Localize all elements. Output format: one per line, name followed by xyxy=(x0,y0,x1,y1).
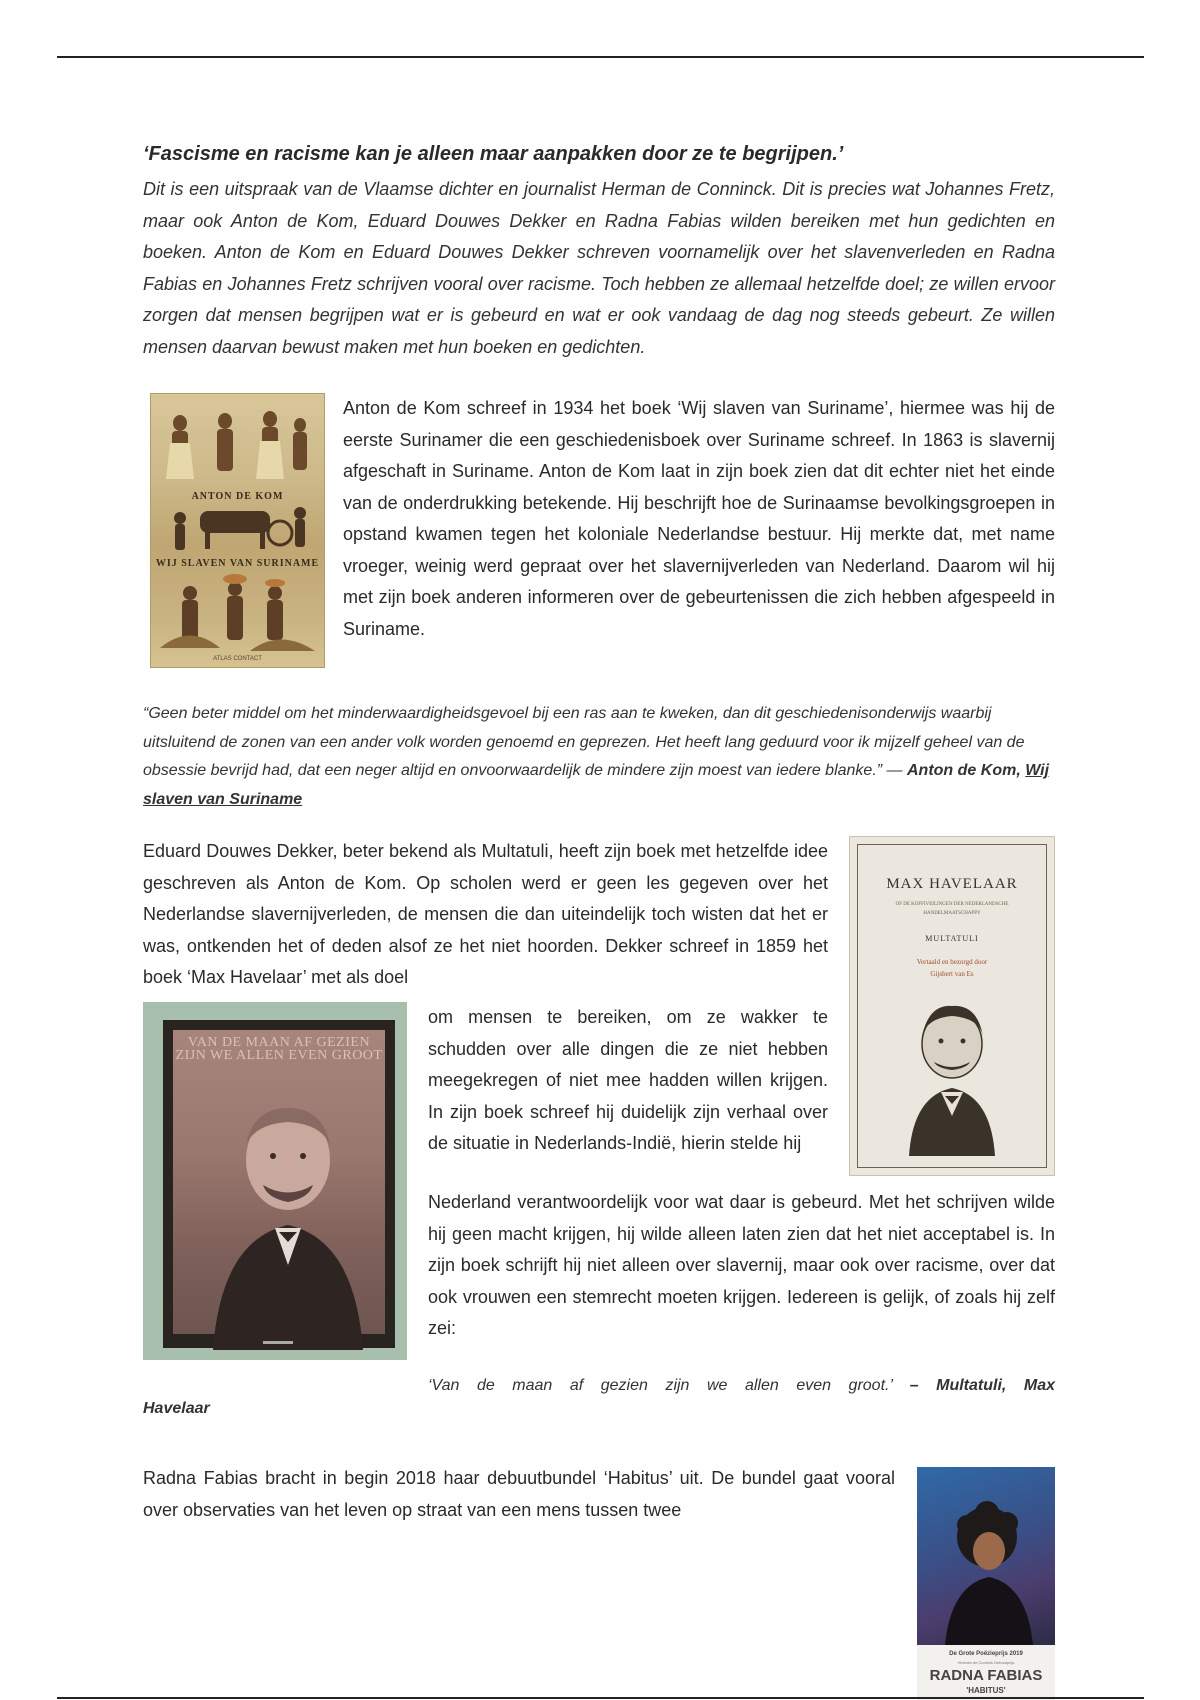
cover-author-name: RADNA FABIAS xyxy=(929,1667,1043,1684)
poster-text: VAN DE MAAN AF GEZIEN ZIJN WE ALLEN EVEN GROOT xyxy=(175,1035,383,1063)
multatuli-quote-attribution: – Multatuli, Max xyxy=(909,1377,1055,1394)
cover-prize: De Grote Poëzieprijs 2019 xyxy=(949,1651,1023,1657)
dekker-paragraph-wrap: om mensen te bereiken, om ze wakker te schudden over alle dingen die ze niet hebben meegekregen of niet mee hadden willen krijgen. In zijn boek schreef hij duidelijk zijn verhaal over de situatie in Nederlands-Indië, hierin stelde hij xyxy=(428,1007,828,1153)
multatuli-quote-attribution-end: Havelaar xyxy=(143,1400,210,1417)
dekker-paragraph-top: Eduard Douwes Dekker, beter bekend als Multatuli, heeft zijn boek met hetzelfde idee geschreven als Anton de Kom. Op scholen werd er geen les gegeven over het Nederlandse slavernijverleden, de mensen die dan uiteindelijk toch wisten dat het er was, ontkenden het of deden alsof ze het niet hoorden. Dekker schreef in 1859 het boek ‘Max Havelaar’ met als doel xyxy=(143,841,828,987)
footer-rule xyxy=(57,1697,1144,1699)
kom-quote-dash: — xyxy=(882,762,907,779)
section-radna-fabias xyxy=(143,1463,1055,1695)
cover-editor-line2: Gijsbert van Es xyxy=(930,970,974,978)
section-multatuli xyxy=(143,836,1055,1417)
intro-paragraph: Dit is een uitspraak van de Vlaamse dichter en journalist Herman de Conninck. Dit is precies wat Johannes Fretz, maar ook Anton de Kom, Eduard Douwes Dekker en Radna Fabias wilden bereiken met hun gedichten en boeken. Anton de Kom en Eduard Douwes Dekker schreven voornamelijk over het slavenverleden en Radna Fabias en Johannes Fretz schrijven vooral over racisme. Toch hebben ze allemaal hetzelfde doel; ze willen ervoor zorgen dat mensen begrijpen wat er is gebeurd en wat er ook vandaag de dag nog steeds gebeurt. Ze willen mensen daarvan bewust maken met hun boeken en gedichten. xyxy=(143,179,1055,357)
multatuli-quote xyxy=(428,1372,1055,1400)
cover-book-title: 'HABITUS' xyxy=(966,1686,1006,1695)
cover-prize-sub: Herman de Coninck Debuutprijs xyxy=(957,1660,1015,1665)
radna-fabias-photo xyxy=(917,1467,1055,1645)
multatuli-portrait-engraving xyxy=(889,996,1015,1156)
headline-quote: ‘Fascisme en racisme kan je alleen maar aanpakken door ze te begrijpen.’ xyxy=(143,143,844,165)
kom-quote xyxy=(143,700,1055,814)
kom-quote-text: “Geen beter middel om het minderwaardigheidsgevoel bij een ras aan te kweken, dan dit geschiedenisonderwijs waarbij uitsluitend de zonen van een ander volk worden genoemd en geprezen. Het heeft lang geduurd voor ik mijzelf geheel van de obsessie bevrijd had, dat een neger altijd en onvoorwaardelijk de mindere zijn moest van iedere blanke.” xyxy=(143,705,1025,779)
kom-quote-book: Wij slaven van Suriname xyxy=(143,762,1050,808)
cover-editor-line1: Vertaald en bezorgd door xyxy=(916,958,988,966)
cover-publisher: ATLAS CONTACT xyxy=(213,656,262,662)
section-anton-de-kom xyxy=(143,393,1055,674)
cover-illustration xyxy=(150,393,325,668)
poster-plate xyxy=(263,1341,293,1344)
poster-portrait xyxy=(213,1090,363,1350)
kom-quote-author: Anton de Kom, xyxy=(907,762,1026,779)
cover-author: ANTON DE KOM xyxy=(191,491,284,502)
kom-paragraph: Anton de Kom schreef in 1934 het boek ‘Wij slaven van Suriname’, hiermee was hij de eerste Surinamer die een geschiedenisboek over Suriname schreef. In 1863 is slavernij afgeschaft in Suriname. Anton de Kom laat in zijn boek zien dat dit echter niet het einde van de onderdrukking betekende. Hij beschrijft hoe de Surinaamse bevolkingsgroepen in opstand kwamen tegen het koloniale Nederlandse bestuur. Hij merkte dat, met name vroeger, weinig werd gepraat over het slavernijverleden van Nederland. Daarom wil hij met zijn boek anderen informeren over de gebeurtenissen die zich hebben afgespeeld in Suriname. xyxy=(343,398,1055,639)
fabias-paragraph: Radna Fabias bracht in begin 2018 haar debuutbundel ‘Habitus’ uit. De bundel gaat vooral over observaties van het leven op straat van een mens tussen twee xyxy=(143,1468,895,1520)
cover-editor xyxy=(849,956,1055,980)
cover-title: MAX HAVELAAR xyxy=(886,876,1018,892)
header-rule xyxy=(57,56,1144,58)
book-cover-wij-slaven-van-suriname xyxy=(150,393,325,668)
cover-subtitle: OF DE KOFFIVEILINGEN DER NEDERLANDSCHE HANDELMAATSCHAPPY xyxy=(895,902,1009,916)
multatuli-poster-photo xyxy=(143,1002,407,1360)
cover-photo xyxy=(917,1467,1055,1645)
cover-title: WIJ SLAVEN VAN SURINAME xyxy=(155,558,320,569)
document-body xyxy=(143,140,1055,1417)
cover-author: MULTATULI xyxy=(925,934,979,943)
multatuli-quote-text: ‘Van de maan af gezien zijn we allen even groot.’ xyxy=(428,1377,910,1394)
poster-frame xyxy=(163,1020,395,1348)
dekker-paragraph-full: Nederland verantwoordelijk voor wat daar is gebeurd. Met het schrijven wilde hij geen macht krijgen, hij wilde alleen laten zien dat het niet acceptabel is. In zijn boek schrijft hij niet alleen over slavernij, maar ook over racisme, over dat ook vrouwen een stemrecht moeten krijgen. Iedereen is gelijk, of zoals hij zelf zei: xyxy=(428,1192,1055,1338)
poster-print xyxy=(173,1030,385,1334)
book-cover-max-havelaar xyxy=(849,836,1055,1176)
book-cover-habitus xyxy=(917,1467,1055,1700)
